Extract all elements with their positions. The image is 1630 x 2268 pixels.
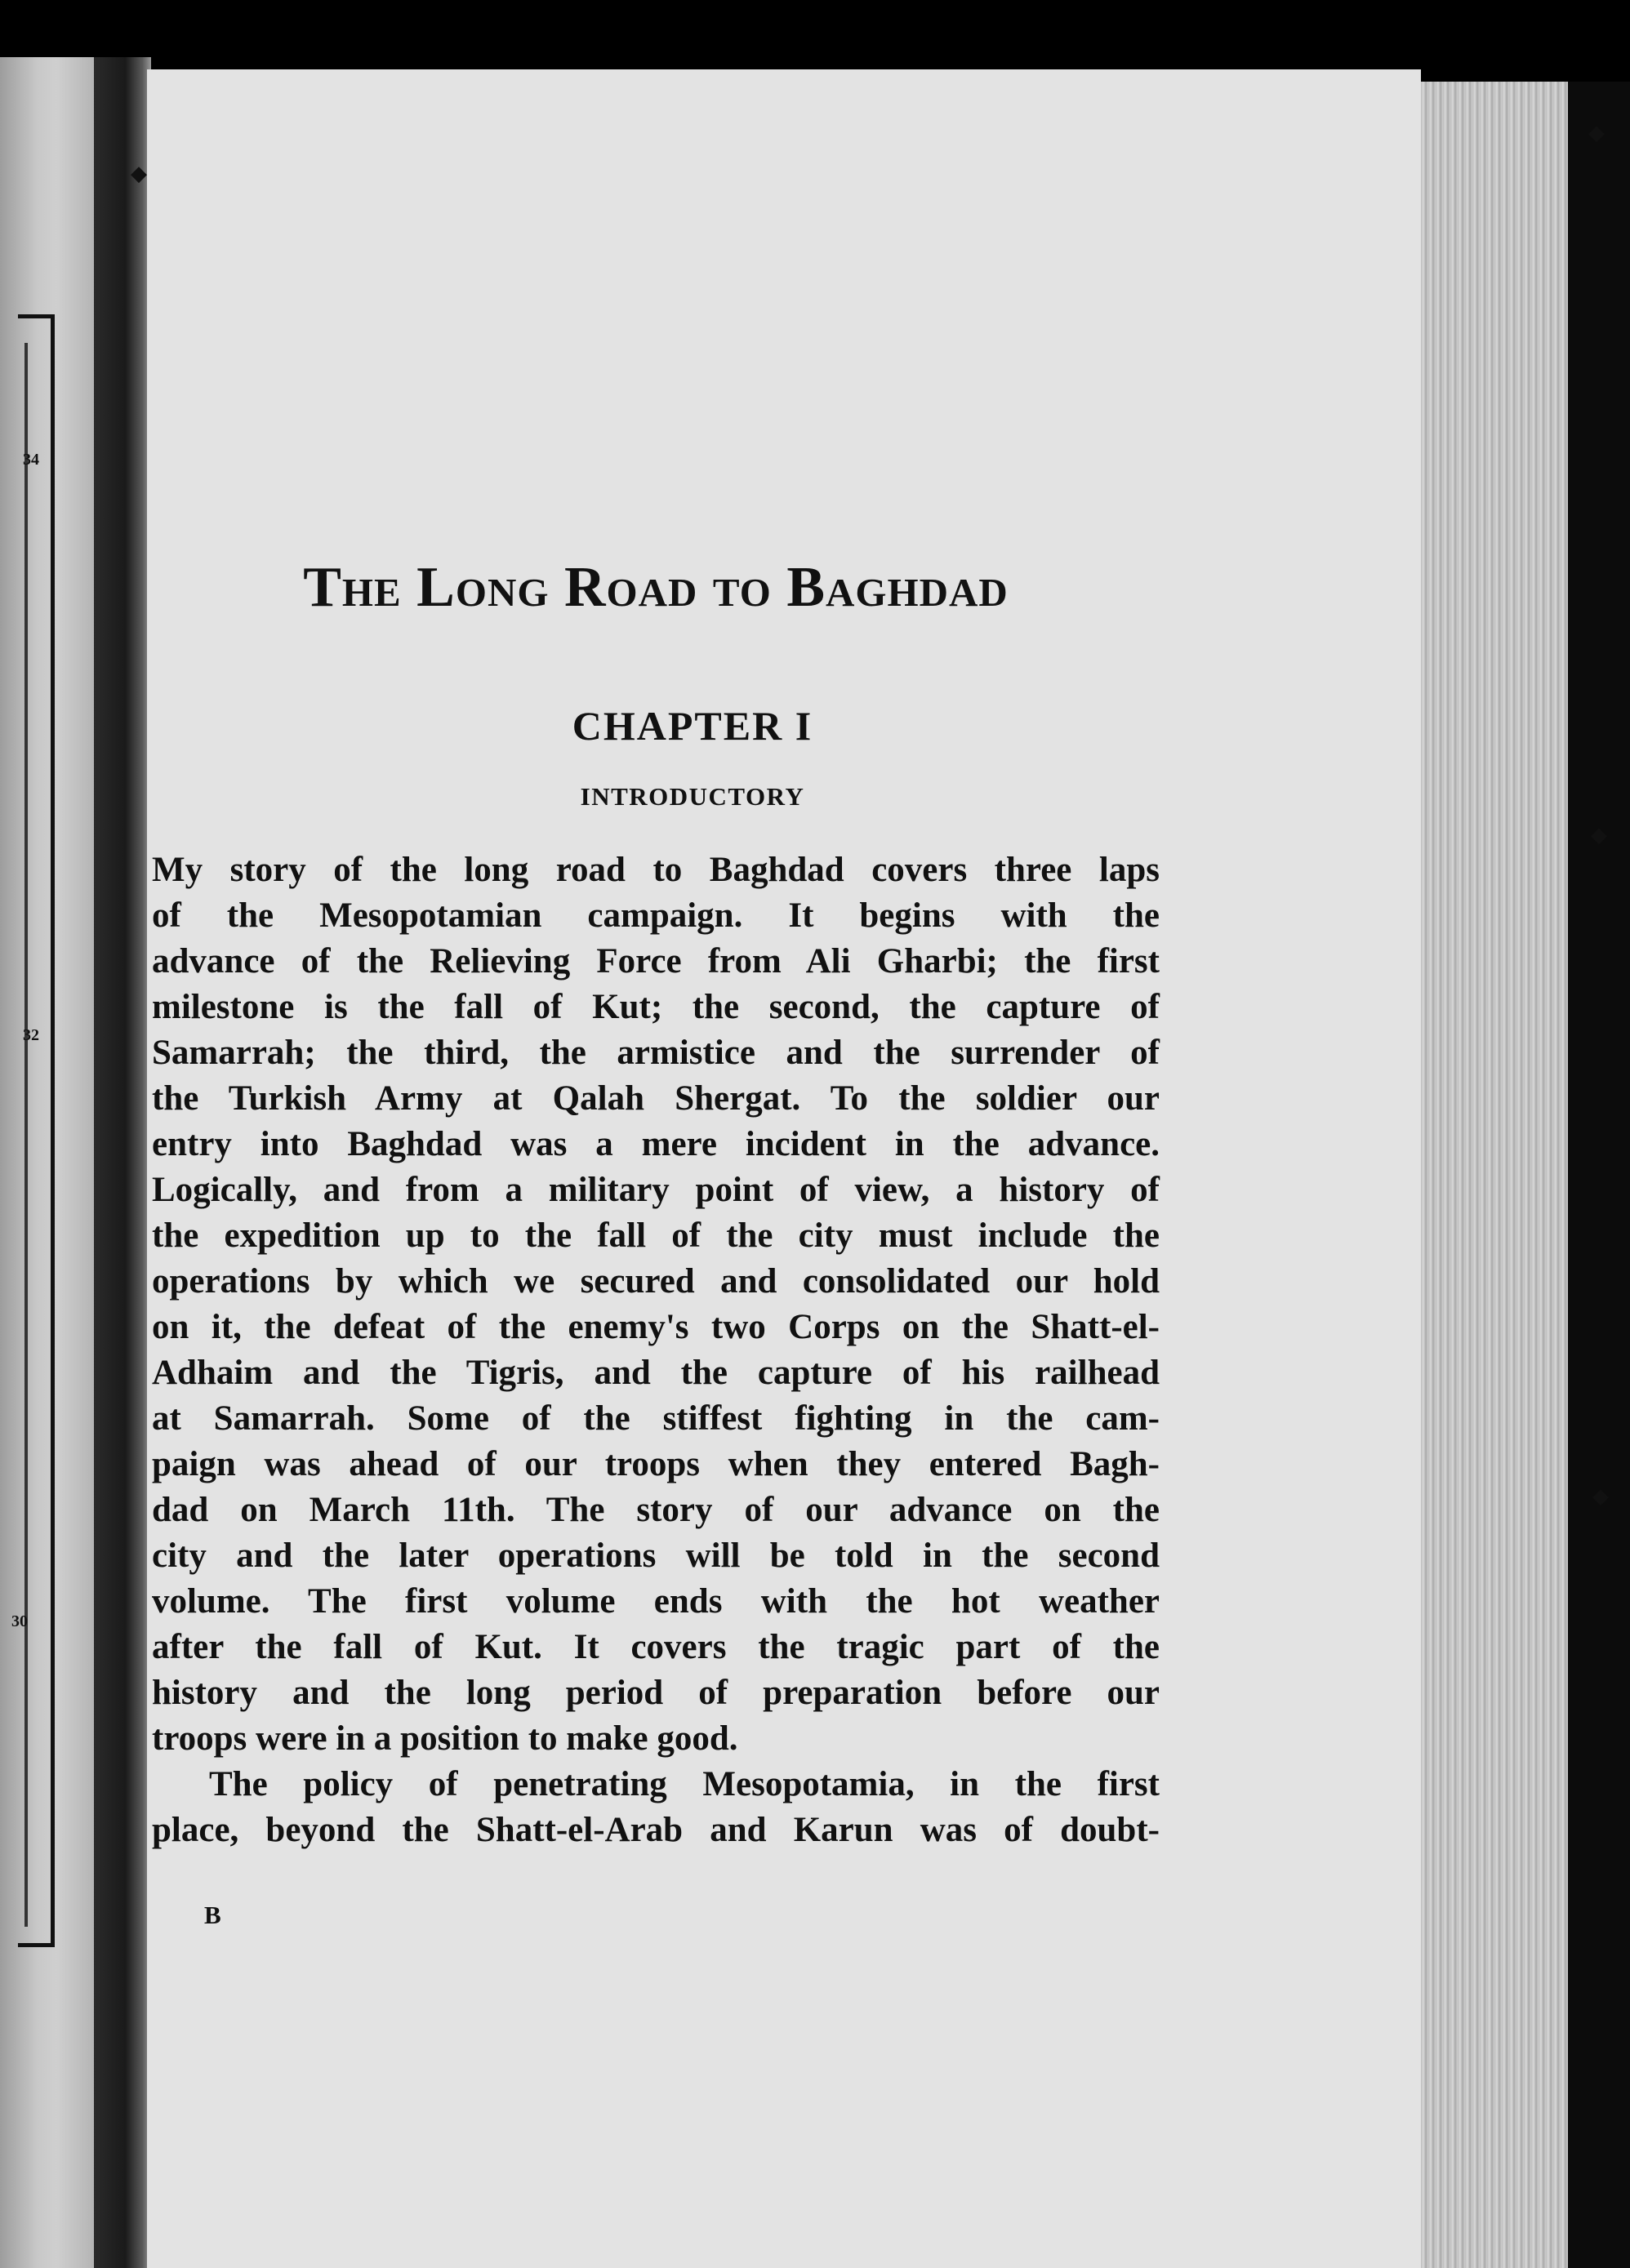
text-line: milestone is the fall of Kut; the second, the capture of [152, 988, 1160, 1026]
margin-bracket [18, 314, 55, 1947]
text-line: the Turkish Army at Qalah Shergat. To the soldier our [152, 1079, 1160, 1118]
chapter-body [152, 847, 1160, 1853]
scan-speck: ◆ [1591, 823, 1607, 847]
text-line: operations by which we secured and consolidated our hold [152, 1262, 1160, 1301]
scan-top-border [0, 0, 1630, 59]
scan-speck: ◆ [131, 162, 147, 185]
book-title: The Long Road to Baghdad [303, 556, 1009, 619]
signature-mark: B [204, 1901, 221, 1929]
page-stack-edge [1421, 82, 1568, 2268]
paragraph [152, 847, 1160, 1762]
text-line: volume. The first volume ends with the hot weather [152, 1582, 1160, 1621]
text-line: My story of the long road to Baghdad covers three laps [152, 851, 1160, 889]
scan-speck: ◆ [1592, 1484, 1609, 1508]
text-line: advance of the Relieving Force from Ali Gharbi; the first [152, 942, 1160, 981]
text-line: entry into Baghdad was a mere incident in the advance. [152, 1125, 1160, 1163]
chapter-subtitle: INTRODUCTORY [580, 782, 805, 811]
margin-number: 34 [23, 451, 39, 469]
text-line: Adhaim and the Tigris, and the capture of his railhead [152, 1354, 1160, 1392]
margin-number: 32 [23, 1026, 39, 1044]
text-line: after the fall of Kut. It covers the tragic part of the [152, 1628, 1160, 1666]
text-line: troops were in a position to make good. [152, 1719, 738, 1758]
book-gutter [94, 57, 151, 2268]
scan-right-border [1568, 82, 1630, 2268]
text-line: the expedition up to the fall of the city must include the [152, 1216, 1160, 1255]
text-line: place, beyond the Shatt-el-Arab and Karun was of doubt- [152, 1811, 1160, 1849]
scan-speck: ◆ [1588, 121, 1605, 145]
text-line: history and the long period of preparation before our [152, 1674, 1160, 1712]
margin-number: 30 [11, 1612, 28, 1630]
text-line: at Samarrah. Some of the stiffest fighting in the cam- [152, 1399, 1160, 1438]
text-line: The policy of penetrating Mesopotamia, in the first [209, 1765, 1160, 1803]
chapter-heading: CHAPTER I [572, 703, 813, 749]
text-line: dad on March 11th. The story of our advance on the [152, 1491, 1160, 1529]
text-line: Logically, and from a military point of view, a history of [152, 1171, 1160, 1209]
text-line: Samarrah; the third, the armistice and the surrender of [152, 1034, 1160, 1072]
margin-rule [24, 343, 28, 1927]
text-line: on it, the defeat of the enemy's two Corps on the Shatt-el- [152, 1308, 1160, 1346]
paragraph [152, 1762, 1160, 1853]
text-line: paign was ahead of our troops when they entered Bagh- [152, 1445, 1160, 1483]
text-line: city and the later operations will be told in the second [152, 1536, 1160, 1575]
text-line: of the Mesopotamian campaign. It begins with the [152, 896, 1160, 935]
page-content [152, 555, 1160, 1853]
